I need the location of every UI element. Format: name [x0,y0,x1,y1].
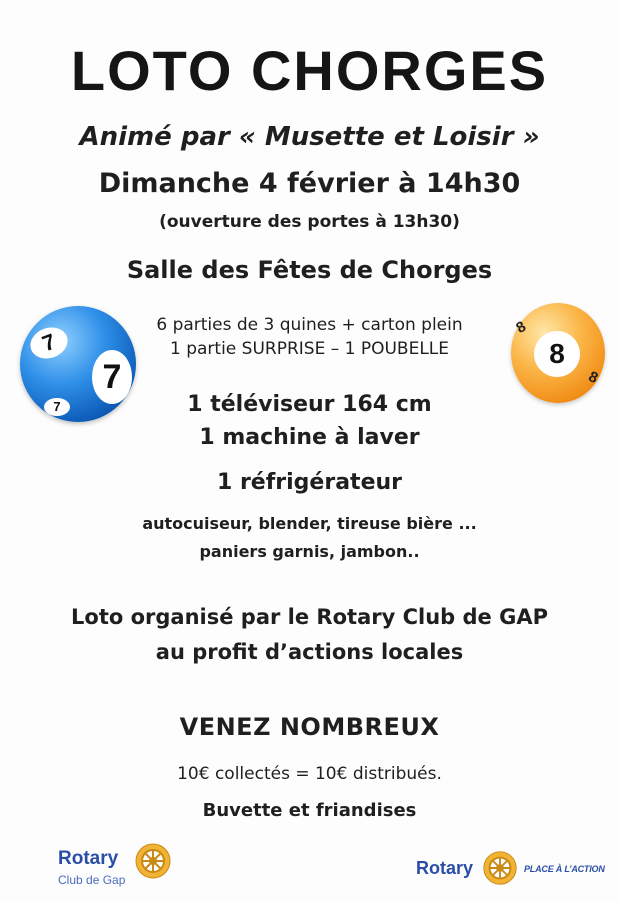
host-line: Animé par « Musette et Loisir » [79,122,540,152]
ball-number: 8 [534,331,580,377]
call-to-action: VENEZ NOMBREUX [179,713,440,741]
games-line: 1 partie SURPRISE – 1 POUBELLE [169,339,449,359]
rotary-wheel-icon [132,840,174,882]
organizer-block [0,600,619,670]
rotary-club-name: Club de Gap [58,873,126,887]
prize-item: 1 machine à laver [199,425,420,450]
organizer-line: Loto organisé par le Rotary Club de GAP [71,605,548,629]
ball-number: 7 [44,398,70,416]
ball-number: 7 [26,322,72,363]
doors-opening: (ouverture des portes à 13h30) [159,212,460,232]
ball-number: 7 [92,350,132,404]
ball-number: 8 [585,368,601,387]
refreshments: Buvette et friandises [202,800,417,821]
games-line: 6 parties de 3 quines + carton plein [156,315,463,335]
rotary-wheel-icon [480,848,520,888]
pricing-note: 10€ collectés = 10€ distribués. [177,764,442,784]
extra-prize-line: autocuiseur, blender, tireuse bière ... [142,514,477,533]
extra-prize-line: paniers garnis, jambon.. [199,542,420,561]
main-prizes [0,388,619,454]
rotary-tagline: PLACE À L’ACTION [524,864,605,874]
ball-number: 8 [513,318,530,337]
rotary-logo-name: Rotary [58,848,119,869]
poster-title: LOTO CHORGES [70,39,549,102]
prize-item: 1 téléviseur 164 cm [187,392,432,417]
prize-item: 1 réfrigérateur [216,470,402,495]
event-date: Dimanche 4 février à 14h30 [98,168,521,199]
extra-prizes [0,510,619,566]
venue: Salle des Fêtes de Chorges [126,256,493,284]
rotary-logo-name: Rotary [416,858,474,878]
organizer-line: au profit d’actions locales [155,640,464,664]
